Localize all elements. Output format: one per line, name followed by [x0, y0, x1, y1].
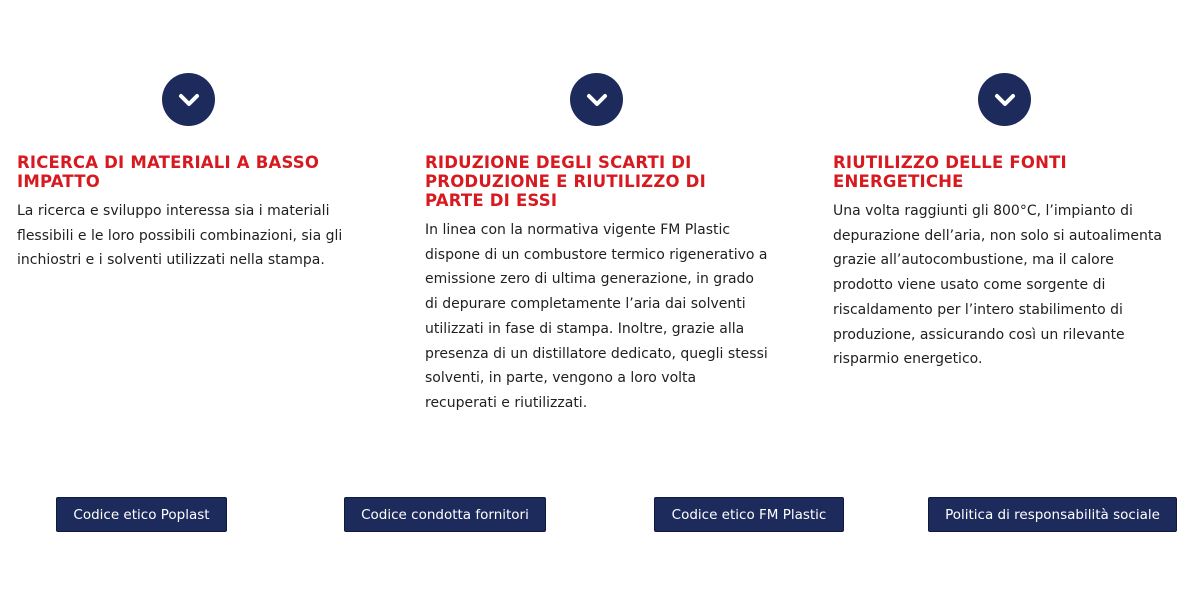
feature-text: La ricerca e sviluppo interessa sia i materiali flessibili e le loro possibili combinazioni, sia gli inchiostri e i solventi utilizzati nella stampa. [17, 203, 343, 269]
politica-responsabilita-sociale-button[interactable]: Politica di responsabilità sociale [928, 497, 1177, 532]
feature-title: RICERCA DI MATERIALI A BASSO IMPATTO [17, 153, 320, 191]
codice-etico-poplast-button[interactable]: Codice etico Poplast [56, 497, 227, 532]
chevron-down-icon [978, 73, 1031, 126]
feature-text: In linea con la normativa vigente FM Plastic dispone di un combustore termico rigenerativo a emissione zero di ultima generazione, in grado di depurare completamente l’aria dai solventi utilizzati in fase di stampa. Inoltre, grazie alla presenza di un distillatore dedicato, quegli stessi solventi, in parte, vengono a loro volta recuperati e riutilizzati. [425, 222, 768, 411]
feature-text: Una volta raggiunti gli 800°C, l’impianto di depurazione dell’aria, non solo si autoalimenta grazie all’autocombustione, ma il calore prodotto viene usato come sorgente di riscaldamento per l’intero stabilimento di produzione, assicurando così un rilevante risparmio energetico. [833, 203, 1162, 368]
feature-title: RIUTILIZZO DELLE FONTI ENERGETICHE [833, 153, 1067, 191]
codice-etico-fm-plastic-button[interactable]: Codice etico FM Plastic [654, 497, 844, 532]
chevron-down-icon [162, 73, 215, 126]
codice-condotta-fornitori-button[interactable]: Codice condotta fornitori [344, 497, 546, 532]
chevron-down-icon [570, 73, 623, 126]
feature-title: RIDUZIONE DEGLI SCARTI DI PRODUZIONE E RIUTILIZZO DI PARTE DI ESSI [425, 153, 706, 210]
